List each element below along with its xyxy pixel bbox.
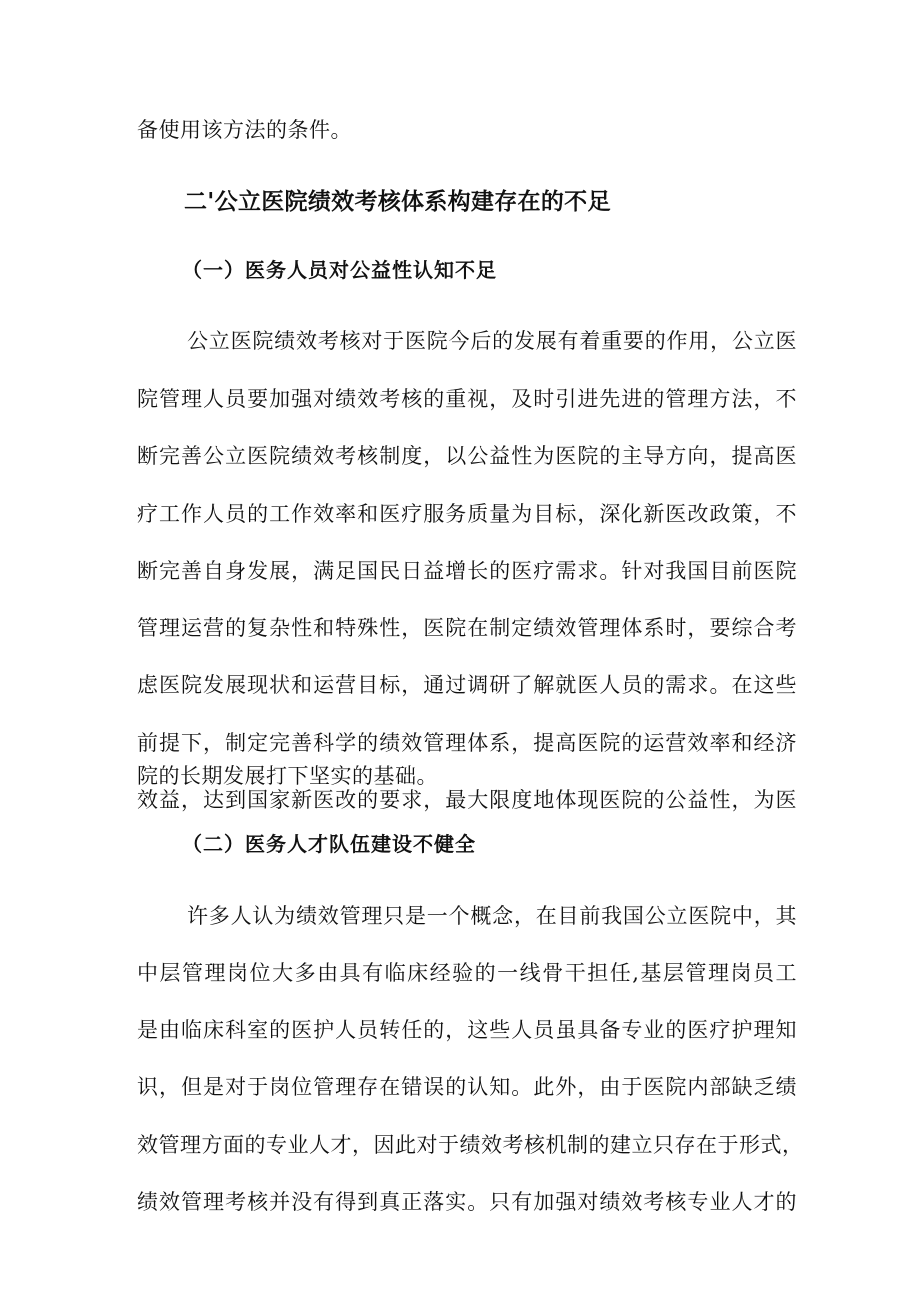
paragraph-1-line: 断完善公立医院绩效考核制度，以公益性为医院的主导方向，提高医 [137,444,797,468]
paragraph-2-line: 是由临床科室的医护人员转任的，这些人员虽具备专业的医疗护理知 [137,1018,797,1042]
paragraph-1-line: 前提下，制定完善科学的绩效管理体系，提高医院的运营效率和经济 [137,731,797,755]
paragraph-1-line: 院管理人员要加强对绩效考核的重视，及时引进先进的管理方法，不 [137,387,797,411]
paragraph-2-line: 效管理方面的专业人才，因此对于绩效考核机制的建立只存在于形式， [137,1133,804,1157]
subsection-title-2: （二）医务人才队伍建设不健全 [182,832,476,856]
paragraph-1-line: 管理运营的复杂性和特殊性，医院在制定绩效管理体系时，要综合考 [137,616,797,640]
paragraph-2-line: 中层管理岗位大多由具有临床经验的一线骨干担任,基层管理岗员工 [137,961,797,985]
intro-tail-line: 备使用该方法的条件。 [137,118,352,142]
paragraph-1-line: 虑医院发展现状和运营目标，通过调研了解就医人员的需求。在这些 [137,673,797,697]
paragraph-2-line: 绩效管理考核并没有得到真正落实。只有加强对绩效考核专业人才的 [137,1190,797,1214]
paragraph-1-line: 公立医院绩效考核对于医院今后的发展有着重要的作用，公立医 [187,329,797,353]
paragraph-2-line: 识，但是对于岗位管理存在错误的认知。此外，由于医院内部缺乏绩 [137,1075,797,1099]
section-title: 二'公立医院绩效考核体系构建存在的不足 [184,189,611,215]
subsection-title-1: （一）医务人员对公益性认知不足 [182,258,497,282]
paragraph-1-line: 疗工作人员的工作效率和医疗服务质量为目标，深化新医改政策，不 [137,502,797,526]
paragraph-1-line: 效益，达到国家新医改的要求，最大限度地体现医院的公益性，为医 [137,788,797,812]
paragraph-1-line: 断完善自身发展，满足国民日益增长的医疗需求。针对我国目前医院 [137,559,797,583]
paragraph-2-line: 许多人认为绩效管理只是一个概念，在目前我国公立医院中，其 [187,904,797,928]
paragraph-1-line: 院的长期发展打下坚实的基础。 [137,764,438,788]
